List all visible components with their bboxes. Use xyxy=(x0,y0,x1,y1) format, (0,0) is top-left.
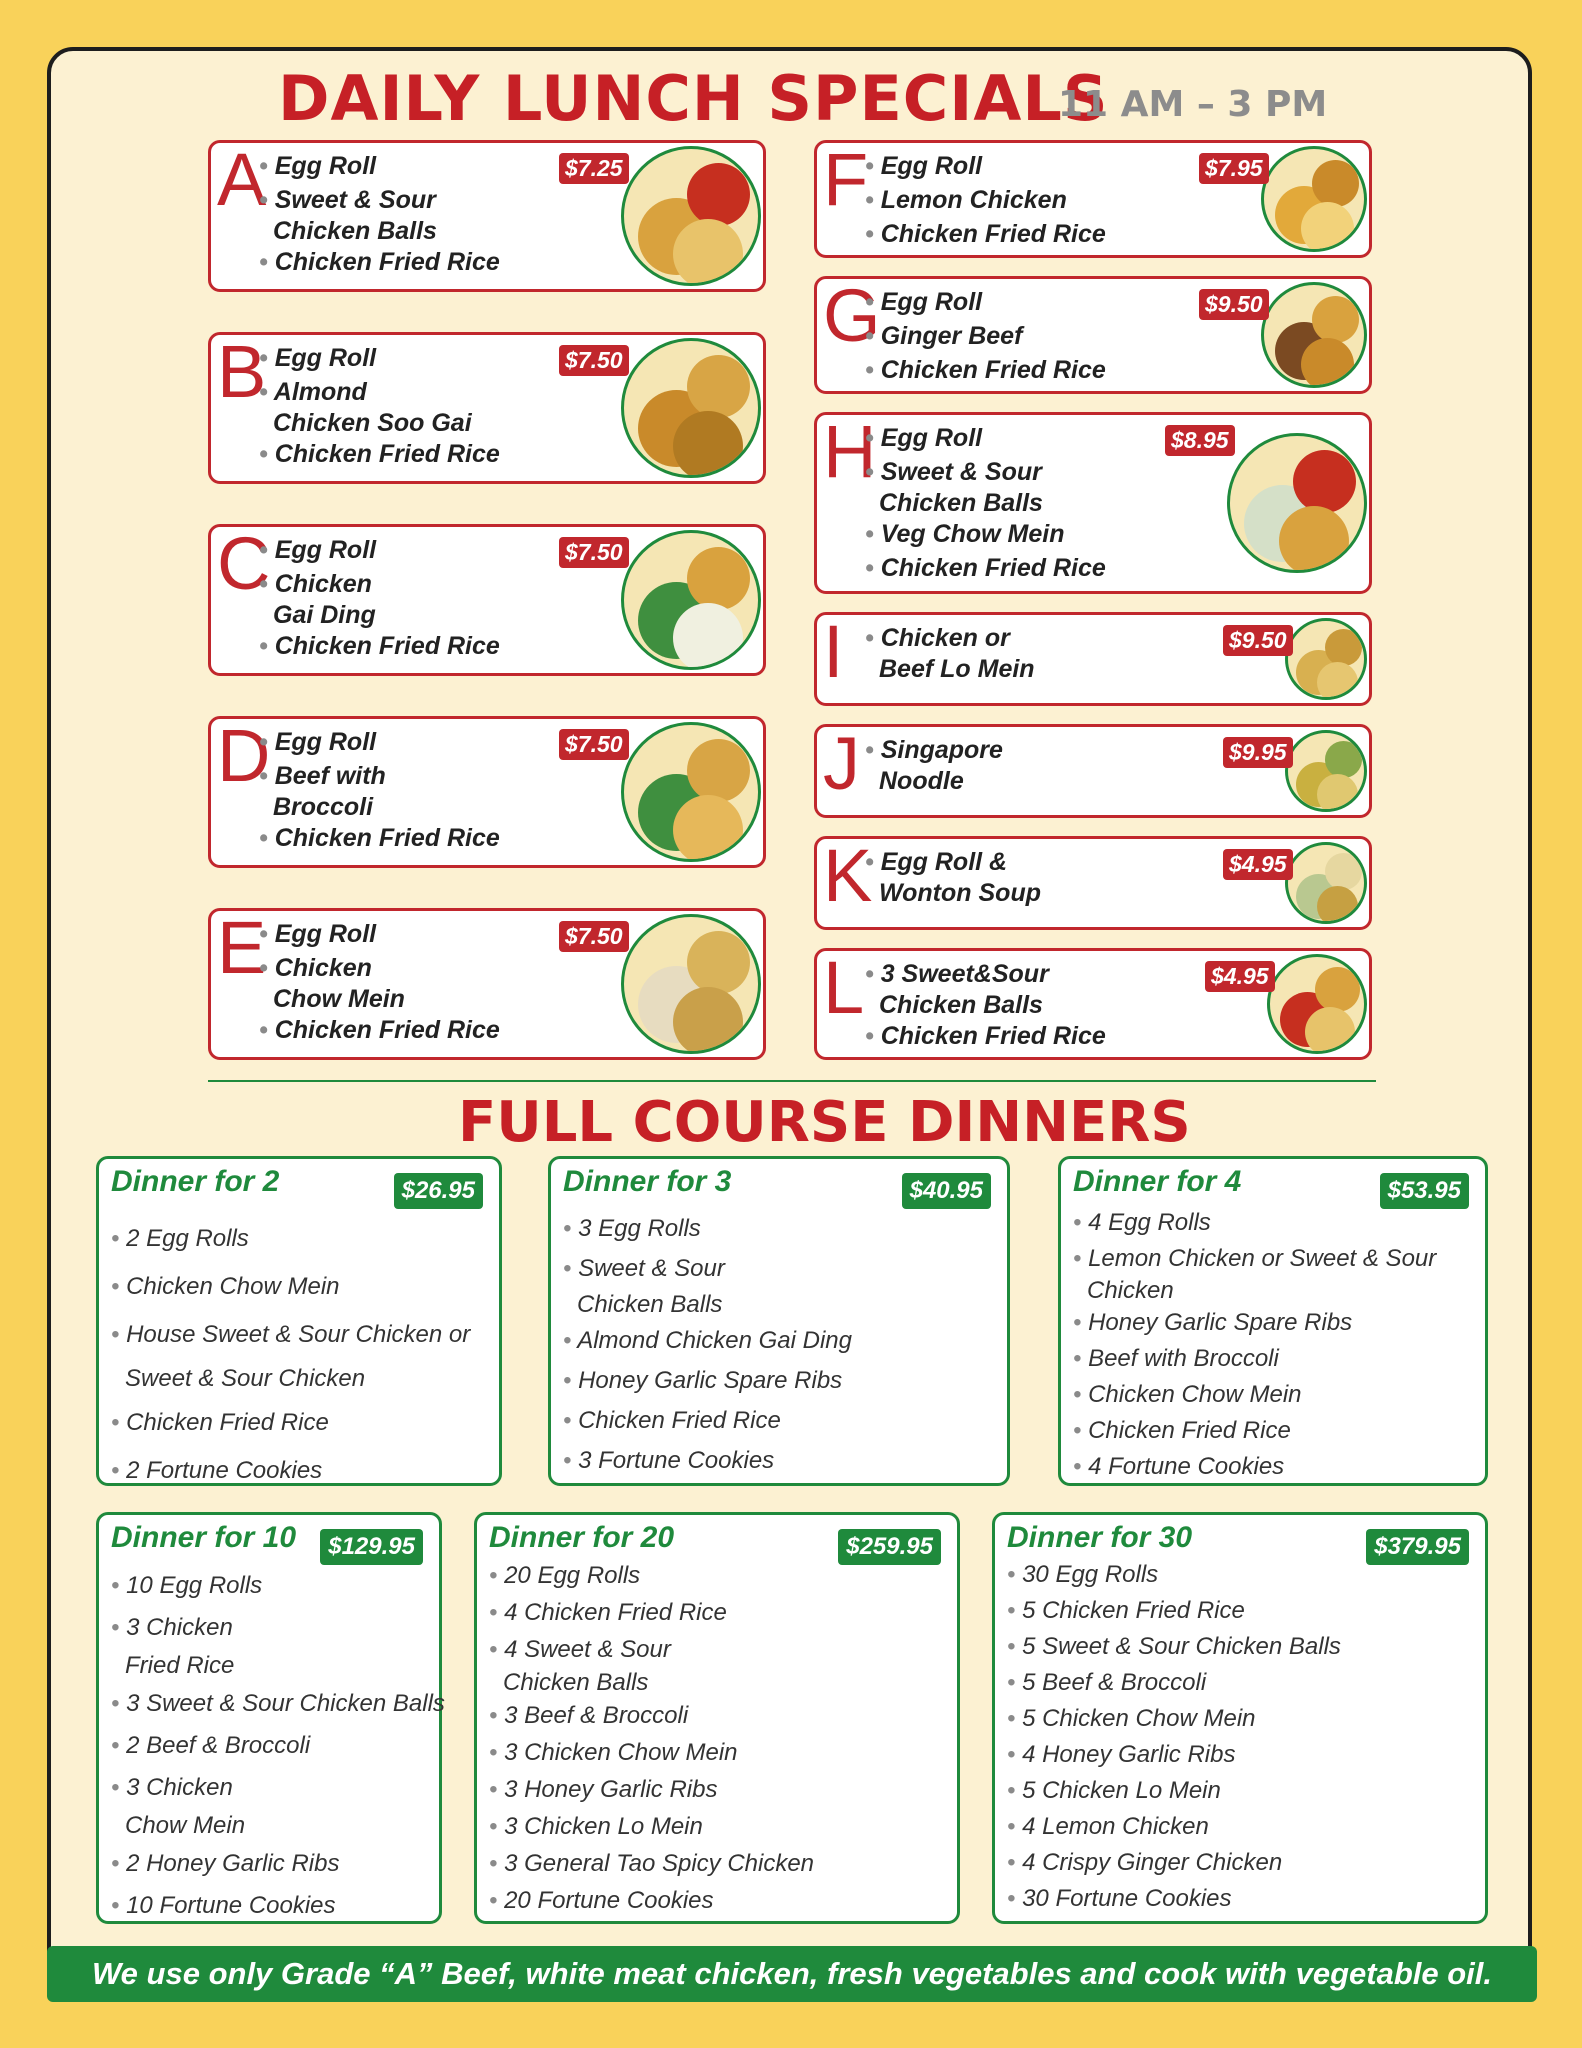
package-item: • 5 Chicken Lo Mein xyxy=(1007,1773,1341,1809)
special-item: • Chicken Fried Rice xyxy=(865,217,1106,251)
lunch-hours: 11 AM – 3 PM xyxy=(1058,84,1328,125)
special-price: $9.95 xyxy=(1223,737,1293,768)
package-item: • Chicken Fried Rice xyxy=(111,1399,470,1447)
special-item: • Egg Roll xyxy=(865,285,1106,319)
special-item: • Sweet & Sour xyxy=(865,455,1106,489)
special-item: • Chicken Fried Rice xyxy=(865,353,1106,387)
special-item: • Egg Roll xyxy=(865,421,1106,455)
special-letter: B xyxy=(217,330,267,413)
special-item: • Egg Roll & xyxy=(865,845,1041,879)
special-item: • Egg Roll xyxy=(259,725,500,759)
package-item: Chicken xyxy=(1087,1277,1174,1304)
special-item: • Chicken Fried Rice xyxy=(259,821,500,855)
package-name: Dinner for 3 xyxy=(563,1165,732,1198)
special-price: $4.95 xyxy=(1223,849,1293,880)
package-item: Sweet & Sour Chicken xyxy=(125,1365,366,1392)
package-price: $129.95 xyxy=(320,1529,423,1565)
food-photo xyxy=(621,530,761,670)
lunch-special-c xyxy=(208,524,766,676)
special-items xyxy=(259,533,500,663)
special-item: Gai Ding xyxy=(273,601,376,629)
package-item: • 20 Fortune Cookies xyxy=(489,1882,814,1919)
food-portion xyxy=(687,355,750,418)
package-item: • 5 Chicken Chow Mein xyxy=(1007,1701,1341,1737)
package-item: • 4 Fortune Cookies xyxy=(1073,1449,1436,1485)
food-portion xyxy=(1317,886,1358,924)
special-items xyxy=(259,341,500,471)
special-price: $8.95 xyxy=(1165,425,1235,456)
package-item: • 4 Egg Rolls xyxy=(1073,1205,1436,1241)
special-item: • Sweet & Sour xyxy=(259,183,500,217)
package-name: Dinner for 30 xyxy=(1007,1521,1193,1554)
food-photo xyxy=(621,146,761,286)
package-items xyxy=(1073,1205,1436,1485)
food-portion xyxy=(1301,202,1354,252)
package-item: • Chicken Fried Rice xyxy=(563,1401,852,1441)
lunch-special-l xyxy=(814,948,1372,1060)
package-name: Dinner for 20 xyxy=(489,1521,675,1554)
package-item: Chicken Balls xyxy=(503,1669,649,1696)
package-item: • 10 Egg Rolls xyxy=(111,1565,445,1607)
dinner-package-3 xyxy=(1058,1156,1488,1486)
food-portion xyxy=(1293,450,1356,513)
special-items xyxy=(259,149,500,279)
special-item: • Almond xyxy=(259,375,500,409)
food-portion xyxy=(1305,1007,1355,1054)
special-price: $7.50 xyxy=(559,729,629,760)
package-item: • 4 Honey Garlic Ribs xyxy=(1007,1737,1341,1773)
package-name: Dinner for 4 xyxy=(1073,1165,1242,1198)
package-price: $259.95 xyxy=(838,1529,941,1565)
lunch-special-h xyxy=(814,412,1372,594)
package-item: • 3 Beef & Broccoli xyxy=(489,1697,814,1734)
package-item: • Chicken Chow Mein xyxy=(111,1263,470,1311)
package-item: Chicken Balls xyxy=(577,1291,723,1318)
dinner-package-6 xyxy=(992,1512,1488,1924)
special-items xyxy=(865,957,1106,1053)
special-price: $9.50 xyxy=(1199,289,1269,320)
special-item: • Egg Roll xyxy=(259,917,500,951)
package-item: • 3 Chicken Chow Mein xyxy=(489,1734,814,1771)
package-item: • 2 Egg Rolls xyxy=(111,1215,470,1263)
special-item: Wonton Soup xyxy=(879,879,1041,907)
package-item: • Lemon Chicken or Sweet & Sour xyxy=(1073,1241,1436,1277)
lunch-special-k xyxy=(814,836,1372,930)
package-item: • 3 Chicken xyxy=(111,1607,445,1649)
package-item: • Almond Chicken Gai Ding xyxy=(563,1321,852,1361)
special-item: • Chicken xyxy=(259,951,500,985)
package-item: • Sweet & Sour xyxy=(563,1249,852,1289)
package-name: Dinner for 2 xyxy=(111,1165,280,1198)
package-items xyxy=(111,1565,445,1927)
special-price: $7.50 xyxy=(559,537,629,568)
package-price: $379.95 xyxy=(1366,1529,1469,1565)
food-photo xyxy=(1261,282,1367,388)
special-items xyxy=(259,725,500,855)
special-items xyxy=(865,733,1003,795)
special-price: $7.50 xyxy=(559,345,629,376)
dinner-package-2 xyxy=(548,1156,1010,1486)
special-letter: E xyxy=(217,906,267,989)
special-price: $7.50 xyxy=(559,921,629,952)
food-portion xyxy=(1325,853,1362,890)
food-portion xyxy=(1312,296,1360,344)
section-divider xyxy=(208,1080,1376,1082)
dinner-package-4 xyxy=(96,1512,445,1924)
package-item: • 5 Chicken Fried Rice xyxy=(1007,1593,1341,1629)
special-letter: C xyxy=(217,522,271,605)
food-portion xyxy=(687,931,750,994)
package-item: • 10 Fortune Cookies xyxy=(111,1885,445,1927)
package-item: • 4 Sweet & Sour xyxy=(489,1631,814,1668)
footer-note: We use only Grade “A” Beef, white meat chicken, fresh vegetables and cook with vegetable oil. xyxy=(47,1946,1537,2002)
package-item: • 3 Sweet & Sour Chicken Balls xyxy=(111,1683,445,1725)
package-item: • Honey Garlic Spare Ribs xyxy=(1073,1305,1436,1341)
package-item: • Honey Garlic Spare Ribs xyxy=(563,1361,852,1401)
special-item: • Chicken Fried Rice xyxy=(259,1013,500,1047)
special-items xyxy=(865,149,1106,251)
package-item: • 2 Honey Garlic Ribs xyxy=(111,1843,445,1885)
food-photo xyxy=(621,722,761,862)
package-item: • 5 Sweet & Sour Chicken Balls xyxy=(1007,1629,1341,1665)
package-item: • 4 Crispy Ginger Chicken xyxy=(1007,1845,1341,1881)
food-photo xyxy=(1261,146,1367,252)
package-item: Fried Rice xyxy=(125,1652,235,1679)
package-item: • House Sweet & Sour Chicken or xyxy=(111,1311,470,1359)
package-item: • 5 Beef & Broccoli xyxy=(1007,1665,1341,1701)
special-item: • Chicken xyxy=(259,567,500,601)
dinner-package-5 xyxy=(474,1512,960,1924)
food-portion xyxy=(1317,774,1358,812)
package-item: • 2 Fortune Cookies xyxy=(111,1447,470,1495)
special-item: Chicken Soo Gai xyxy=(273,409,472,437)
food-portion xyxy=(1301,338,1354,388)
package-item: Chow Mein xyxy=(125,1812,246,1839)
special-items xyxy=(865,421,1106,585)
package-item: • Chicken Fried Rice xyxy=(1073,1413,1436,1449)
dinner-package-1 xyxy=(96,1156,502,1486)
special-item: • Chicken Fried Rice xyxy=(259,437,500,471)
package-items xyxy=(489,1557,814,1919)
special-item: • Beef with xyxy=(259,759,500,793)
special-items xyxy=(259,917,500,1047)
food-portion xyxy=(673,603,743,670)
special-price: $7.95 xyxy=(1199,153,1269,184)
package-items xyxy=(563,1209,852,1481)
special-item: • Lemon Chicken xyxy=(865,183,1106,217)
package-item: • 4 Chicken Fried Rice xyxy=(489,1594,814,1631)
special-letter: A xyxy=(217,138,267,221)
special-item: • Chicken Fried Rice xyxy=(259,629,500,663)
food-portion xyxy=(687,163,750,226)
special-item: • Egg Roll xyxy=(865,149,1106,183)
food-portion xyxy=(673,411,743,478)
special-item: • Egg Roll xyxy=(259,341,500,375)
special-letter: F xyxy=(823,138,869,221)
special-price: $9.50 xyxy=(1223,625,1293,656)
food-portion xyxy=(1325,629,1362,666)
food-photo xyxy=(1267,954,1367,1054)
package-item: • 3 General Tao Spicy Chicken xyxy=(489,1845,814,1882)
special-letter: J xyxy=(823,722,860,805)
food-portion xyxy=(687,547,750,610)
lunch-special-b xyxy=(208,332,766,484)
special-item: • Ginger Beef xyxy=(865,319,1106,353)
special-letter: D xyxy=(217,714,271,797)
lunch-special-d xyxy=(208,716,766,868)
special-item: • Chicken Fried Rice xyxy=(259,245,500,279)
package-price: $40.95 xyxy=(902,1173,991,1209)
package-item: • Chicken Chow Mein xyxy=(1073,1377,1436,1413)
package-item: • 30 Fortune Cookies xyxy=(1007,1881,1341,1917)
food-portion xyxy=(687,739,750,802)
special-item: • Singapore xyxy=(865,733,1003,767)
package-item: • 3 Chicken Lo Mein xyxy=(489,1808,814,1845)
lunch-special-e xyxy=(208,908,766,1060)
special-item: Chow Mein xyxy=(273,985,405,1013)
food-photo xyxy=(1227,433,1367,573)
package-item: • 3 Egg Rolls xyxy=(563,1209,852,1249)
food-portion xyxy=(673,987,743,1054)
special-letter: L xyxy=(823,946,865,1029)
package-items xyxy=(111,1215,470,1495)
package-item: • 3 Honey Garlic Ribs xyxy=(489,1771,814,1808)
package-items xyxy=(1007,1557,1341,1917)
package-item: • 2 Beef & Broccoli xyxy=(111,1725,445,1767)
lunch-special-a xyxy=(208,140,766,292)
package-item: • 20 Egg Rolls xyxy=(489,1557,814,1594)
special-item: • Chicken Fried Rice xyxy=(865,1019,1106,1053)
special-item: Beef Lo Mein xyxy=(879,655,1035,683)
special-item: Broccoli xyxy=(273,793,374,821)
special-letter: G xyxy=(823,274,881,357)
special-item: Chicken Balls xyxy=(879,489,1043,517)
food-portion xyxy=(1315,967,1360,1012)
lunch-special-i xyxy=(814,612,1372,706)
special-letter: H xyxy=(823,410,877,493)
special-price: $7.25 xyxy=(559,153,629,184)
food-portion xyxy=(1317,662,1358,700)
package-item: • Beef with Broccoli xyxy=(1073,1341,1436,1377)
food-photo xyxy=(621,914,761,1054)
special-item: • Egg Roll xyxy=(259,533,500,567)
package-item: • 4 Lemon Chicken xyxy=(1007,1809,1341,1845)
food-photo xyxy=(1285,730,1367,812)
special-item: • Veg Chow Mein xyxy=(865,517,1106,551)
special-items xyxy=(865,621,1035,683)
package-price: $26.95 xyxy=(394,1173,483,1209)
special-item: • 3 Sweet&Sour xyxy=(865,957,1106,991)
special-letter: I xyxy=(823,610,844,693)
food-photo xyxy=(1285,618,1367,700)
special-item: Chicken Balls xyxy=(879,991,1043,1019)
package-item: • 3 Fortune Cookies xyxy=(563,1441,852,1481)
lunch-title: DAILY LUNCH SPECIALS xyxy=(278,62,1109,135)
special-item: • Egg Roll xyxy=(259,149,500,183)
dinner-title: FULL COURSE DINNERS xyxy=(458,1090,1191,1155)
food-photo xyxy=(621,338,761,478)
food-photo xyxy=(1285,842,1367,924)
food-portion xyxy=(1279,506,1349,573)
lunch-special-f xyxy=(814,140,1372,258)
special-item: Noodle xyxy=(879,767,964,795)
special-items xyxy=(865,845,1041,907)
food-portion xyxy=(673,795,743,862)
special-item: • Chicken Fried Rice xyxy=(865,551,1106,585)
special-item: • Chicken or xyxy=(865,621,1035,655)
package-price: $53.95 xyxy=(1380,1173,1469,1209)
food-portion xyxy=(673,219,743,286)
special-letter: K xyxy=(823,834,873,917)
package-item: • 30 Egg Rolls xyxy=(1007,1557,1341,1593)
package-name: Dinner for 10 xyxy=(111,1521,297,1554)
food-portion xyxy=(1325,741,1362,778)
special-price: $4.95 xyxy=(1205,961,1275,992)
lunch-special-g xyxy=(814,276,1372,394)
special-item: Chicken Balls xyxy=(273,217,437,245)
package-item: • 3 Chicken xyxy=(111,1767,445,1809)
lunch-special-j xyxy=(814,724,1372,818)
special-items xyxy=(865,285,1106,387)
food-portion xyxy=(1312,160,1360,208)
